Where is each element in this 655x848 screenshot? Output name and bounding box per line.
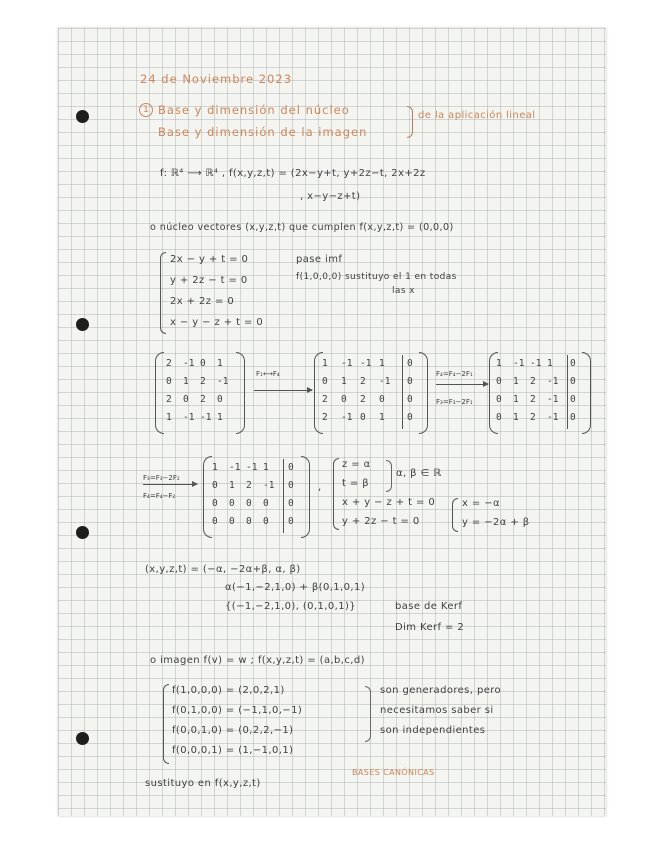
param-eq-1: x + y − z + t = 0: [342, 497, 436, 508]
image-note-2: necesitamos saber si: [380, 705, 494, 716]
matrix-cell: 0: [200, 358, 206, 369]
matrix-cell: 0: [263, 498, 269, 509]
matrix-cell: 2: [166, 394, 172, 405]
row-op-1: F₁⟷F₄: [256, 370, 280, 378]
matrix-cell: -1: [547, 376, 559, 387]
matrix-cell: 0: [360, 412, 366, 423]
matrix-cell: 1: [229, 480, 235, 491]
binder-hole: [76, 318, 89, 331]
row-op-2-bottom: F₃=F₃−2F₁: [436, 398, 473, 406]
system-eq-4: x − y − z + t = 0: [170, 317, 264, 328]
matrix-cell: 2: [360, 394, 366, 405]
matrix-cell: 0: [229, 498, 235, 509]
matrix-cell: 1: [212, 462, 218, 473]
matrix-4-left-paren: [203, 456, 212, 538]
matrix-cell: 2: [166, 358, 172, 369]
matrix-cell: 0: [496, 412, 502, 423]
matrix-cell: 2: [200, 394, 206, 405]
image-value-1: f(1,0,0,0) = (2,0,2,1): [172, 685, 285, 696]
param-t: t = β: [342, 478, 370, 489]
params-domain-brace: [386, 460, 392, 492]
matrix-cell: 1: [379, 358, 385, 369]
solution-line-3: {(−1,−2,1,0), (0,1,0,1)}: [225, 601, 357, 612]
matrix-2-augment-bar: [402, 355, 403, 429]
matrix-4-augment-bar: [283, 459, 284, 533]
matrix-cell: 2: [246, 480, 252, 491]
matrix-cell: 0: [570, 376, 576, 387]
image-value-3: f(0,0,1,0) = (0,2,2,−1): [172, 725, 294, 736]
matrix-cell: -1: [200, 412, 212, 423]
heading-line-kernel: Base y dimensión del núcleo: [158, 103, 350, 117]
matrix-cell: 0: [407, 376, 413, 387]
matrix-cell: -1: [183, 358, 195, 369]
params-brace: [333, 458, 339, 530]
image-note-3: son independientes: [380, 725, 486, 736]
matrix-cell: 0: [570, 412, 576, 423]
matrix-cell: 0: [341, 394, 347, 405]
matrix-cell: 0: [288, 516, 294, 527]
system-brace: [160, 252, 166, 334]
matrix-cell: 1: [513, 412, 519, 423]
row-op-3-bottom: F₄=F₄−F₂: [143, 492, 176, 500]
matrix-cell: 0: [229, 516, 235, 527]
matrix-3-augment-bar: [567, 355, 568, 429]
matrix-cell: 0: [212, 480, 218, 491]
matrix-cell: 0: [288, 498, 294, 509]
arrow-3: [143, 484, 197, 485]
matrix-cell: 1: [513, 394, 519, 405]
canonical-bases-label: BASES CANÓNICAS: [352, 768, 435, 777]
matrix-cell: 0: [570, 394, 576, 405]
matrix-1-left-paren: [155, 352, 164, 434]
matrix-cell: 0: [217, 394, 223, 405]
solution-line-2: α(−1,−2,1,0) + β(0,1,0,1): [225, 582, 366, 593]
function-definition: f: ℝ⁴ ⟶ ℝ⁴ , f(x,y,z,t) = (2x−y+t, y+2z−t, 2x+2z: [160, 168, 426, 179]
matrix-cell: 1: [217, 358, 223, 369]
heading-side-note: de la aplicación lineal: [418, 110, 536, 121]
param-eq-2: y + 2z − t = 0: [342, 516, 420, 527]
matrix-cell: 0: [407, 412, 413, 423]
matrix-cell: 0: [166, 376, 172, 387]
matrix-cell: 2: [322, 394, 328, 405]
matrix-cell: 0: [496, 394, 502, 405]
matrix-1-right-paren: [236, 352, 245, 434]
matrix-cell: 1: [322, 358, 328, 369]
matrix-cell: 0: [288, 480, 294, 491]
matrix-cell: 1: [183, 376, 189, 387]
matrix-2-right-paren: [419, 352, 428, 434]
matrix-cell: -1: [229, 462, 241, 473]
matrix-cell: -1: [341, 358, 353, 369]
image-intro: o imagen f(v) = w ; f(x,y,z,t) = (a,b,c,d): [150, 655, 365, 666]
kernel-base-label: base de Kerf: [395, 601, 463, 612]
matrix-cell: 0: [246, 516, 252, 527]
image-note-1: son generadores, pero: [380, 685, 502, 696]
matrix-cell: 1: [379, 412, 385, 423]
matrix-cell: 0: [379, 394, 385, 405]
image-value-4: f(0,0,0,1) = (1,−1,0,1): [172, 745, 294, 756]
param-z: z = α: [342, 459, 371, 470]
image-note-brace: [365, 686, 371, 742]
matrix-cell: 0: [407, 358, 413, 369]
matrix-cell: 0: [496, 376, 502, 387]
system-eq-2: y + 2z − t = 0: [170, 275, 248, 286]
matrix-cell: -1: [246, 462, 258, 473]
matrix-cell: 2: [200, 376, 206, 387]
matrix-cell: 1: [513, 376, 519, 387]
binder-hole: [76, 110, 89, 123]
matrix-cell: -1: [183, 412, 195, 423]
matrix-cell: 2: [360, 376, 366, 387]
matrix-cell: 2: [530, 412, 536, 423]
matrix-cell: 2: [322, 412, 328, 423]
binder-hole: [76, 732, 89, 745]
matrix-cell: 0: [263, 516, 269, 527]
notebook-page: [58, 28, 606, 816]
matrix-cell: -1: [263, 480, 275, 491]
params-xy-brace: [452, 498, 458, 532]
matrix-cell: 1: [217, 412, 223, 423]
param-x: x = −α: [462, 498, 501, 509]
matrix-cell: 2: [530, 376, 536, 387]
matrix-cell: 1: [263, 462, 269, 473]
matrix-cell: -1: [547, 394, 559, 405]
system-eq-1: 2x − y + t = 0: [170, 254, 249, 265]
system-note-2: f(1,0,0,0) sustituyo el 1 en todas: [296, 272, 457, 282]
matrix-cell: -1: [360, 358, 372, 369]
binder-hole: [76, 526, 89, 539]
last-line: sustituyo en f(x,y,z,t): [145, 778, 261, 789]
image-brace: [163, 684, 169, 764]
param-y: y = −2α + β: [462, 517, 530, 528]
matrix-cell: 1: [547, 358, 553, 369]
param-domain: α, β ∈ ℝ: [396, 468, 442, 479]
matrix-cell: 1: [496, 358, 502, 369]
system-note-1: pase imf: [296, 254, 343, 265]
comma: ,: [318, 482, 322, 493]
matrix-4-right-paren: [301, 456, 310, 538]
row-op-2-top: F₄=F₄−2F₁: [436, 370, 473, 378]
kernel-intro: o núcleo vectores (x,y,z,t) que cumplen f(x,y,z,t) = (0,0,0): [150, 222, 454, 233]
matrix-cell: 0: [183, 394, 189, 405]
solution-line-1: (x,y,z,t) = (−α, −2α+β, α, β): [145, 564, 301, 575]
matrix-cell: 0: [212, 516, 218, 527]
matrix-cell: 1: [341, 376, 347, 387]
function-definition-cont: , x−y−z+t): [300, 191, 361, 202]
row-op-3-top: F₃=F₃−2F₂: [143, 474, 180, 482]
matrix-cell: -1: [217, 376, 229, 387]
kernel-dimension: Dim Kerf = 2: [395, 622, 465, 633]
matrix-cell: 0: [570, 358, 576, 369]
matrix-3-right-paren: [582, 352, 591, 434]
arrow-1: [254, 390, 312, 391]
matrix-cell: 0: [246, 498, 252, 509]
exercise-number: 1: [139, 103, 153, 117]
matrix-cell: 2: [530, 394, 536, 405]
system-note-3: las x: [392, 286, 415, 296]
system-eq-3: 2x + 2z = 0: [170, 296, 235, 307]
heading-line-image: Base y dimensión de la imagen: [158, 125, 368, 139]
matrix-cell: 0: [212, 498, 218, 509]
matrix-cell: 0: [322, 376, 328, 387]
matrix-cell: 0: [288, 462, 294, 473]
matrix-cell: 1: [166, 412, 172, 423]
matrix-cell: 0: [407, 394, 413, 405]
heading-brace: [407, 106, 413, 138]
arrow-2: [436, 384, 488, 385]
matrix-cell: -1: [530, 358, 542, 369]
date-heading: 24 de Noviembre 2023: [140, 72, 293, 86]
matrix-cell: -1: [379, 376, 391, 387]
matrix-cell: -1: [513, 358, 525, 369]
matrix-cell: -1: [547, 412, 559, 423]
image-value-2: f(0,1,0,0) = (−1,1,0,−1): [172, 705, 303, 716]
matrix-cell: -1: [341, 412, 353, 423]
